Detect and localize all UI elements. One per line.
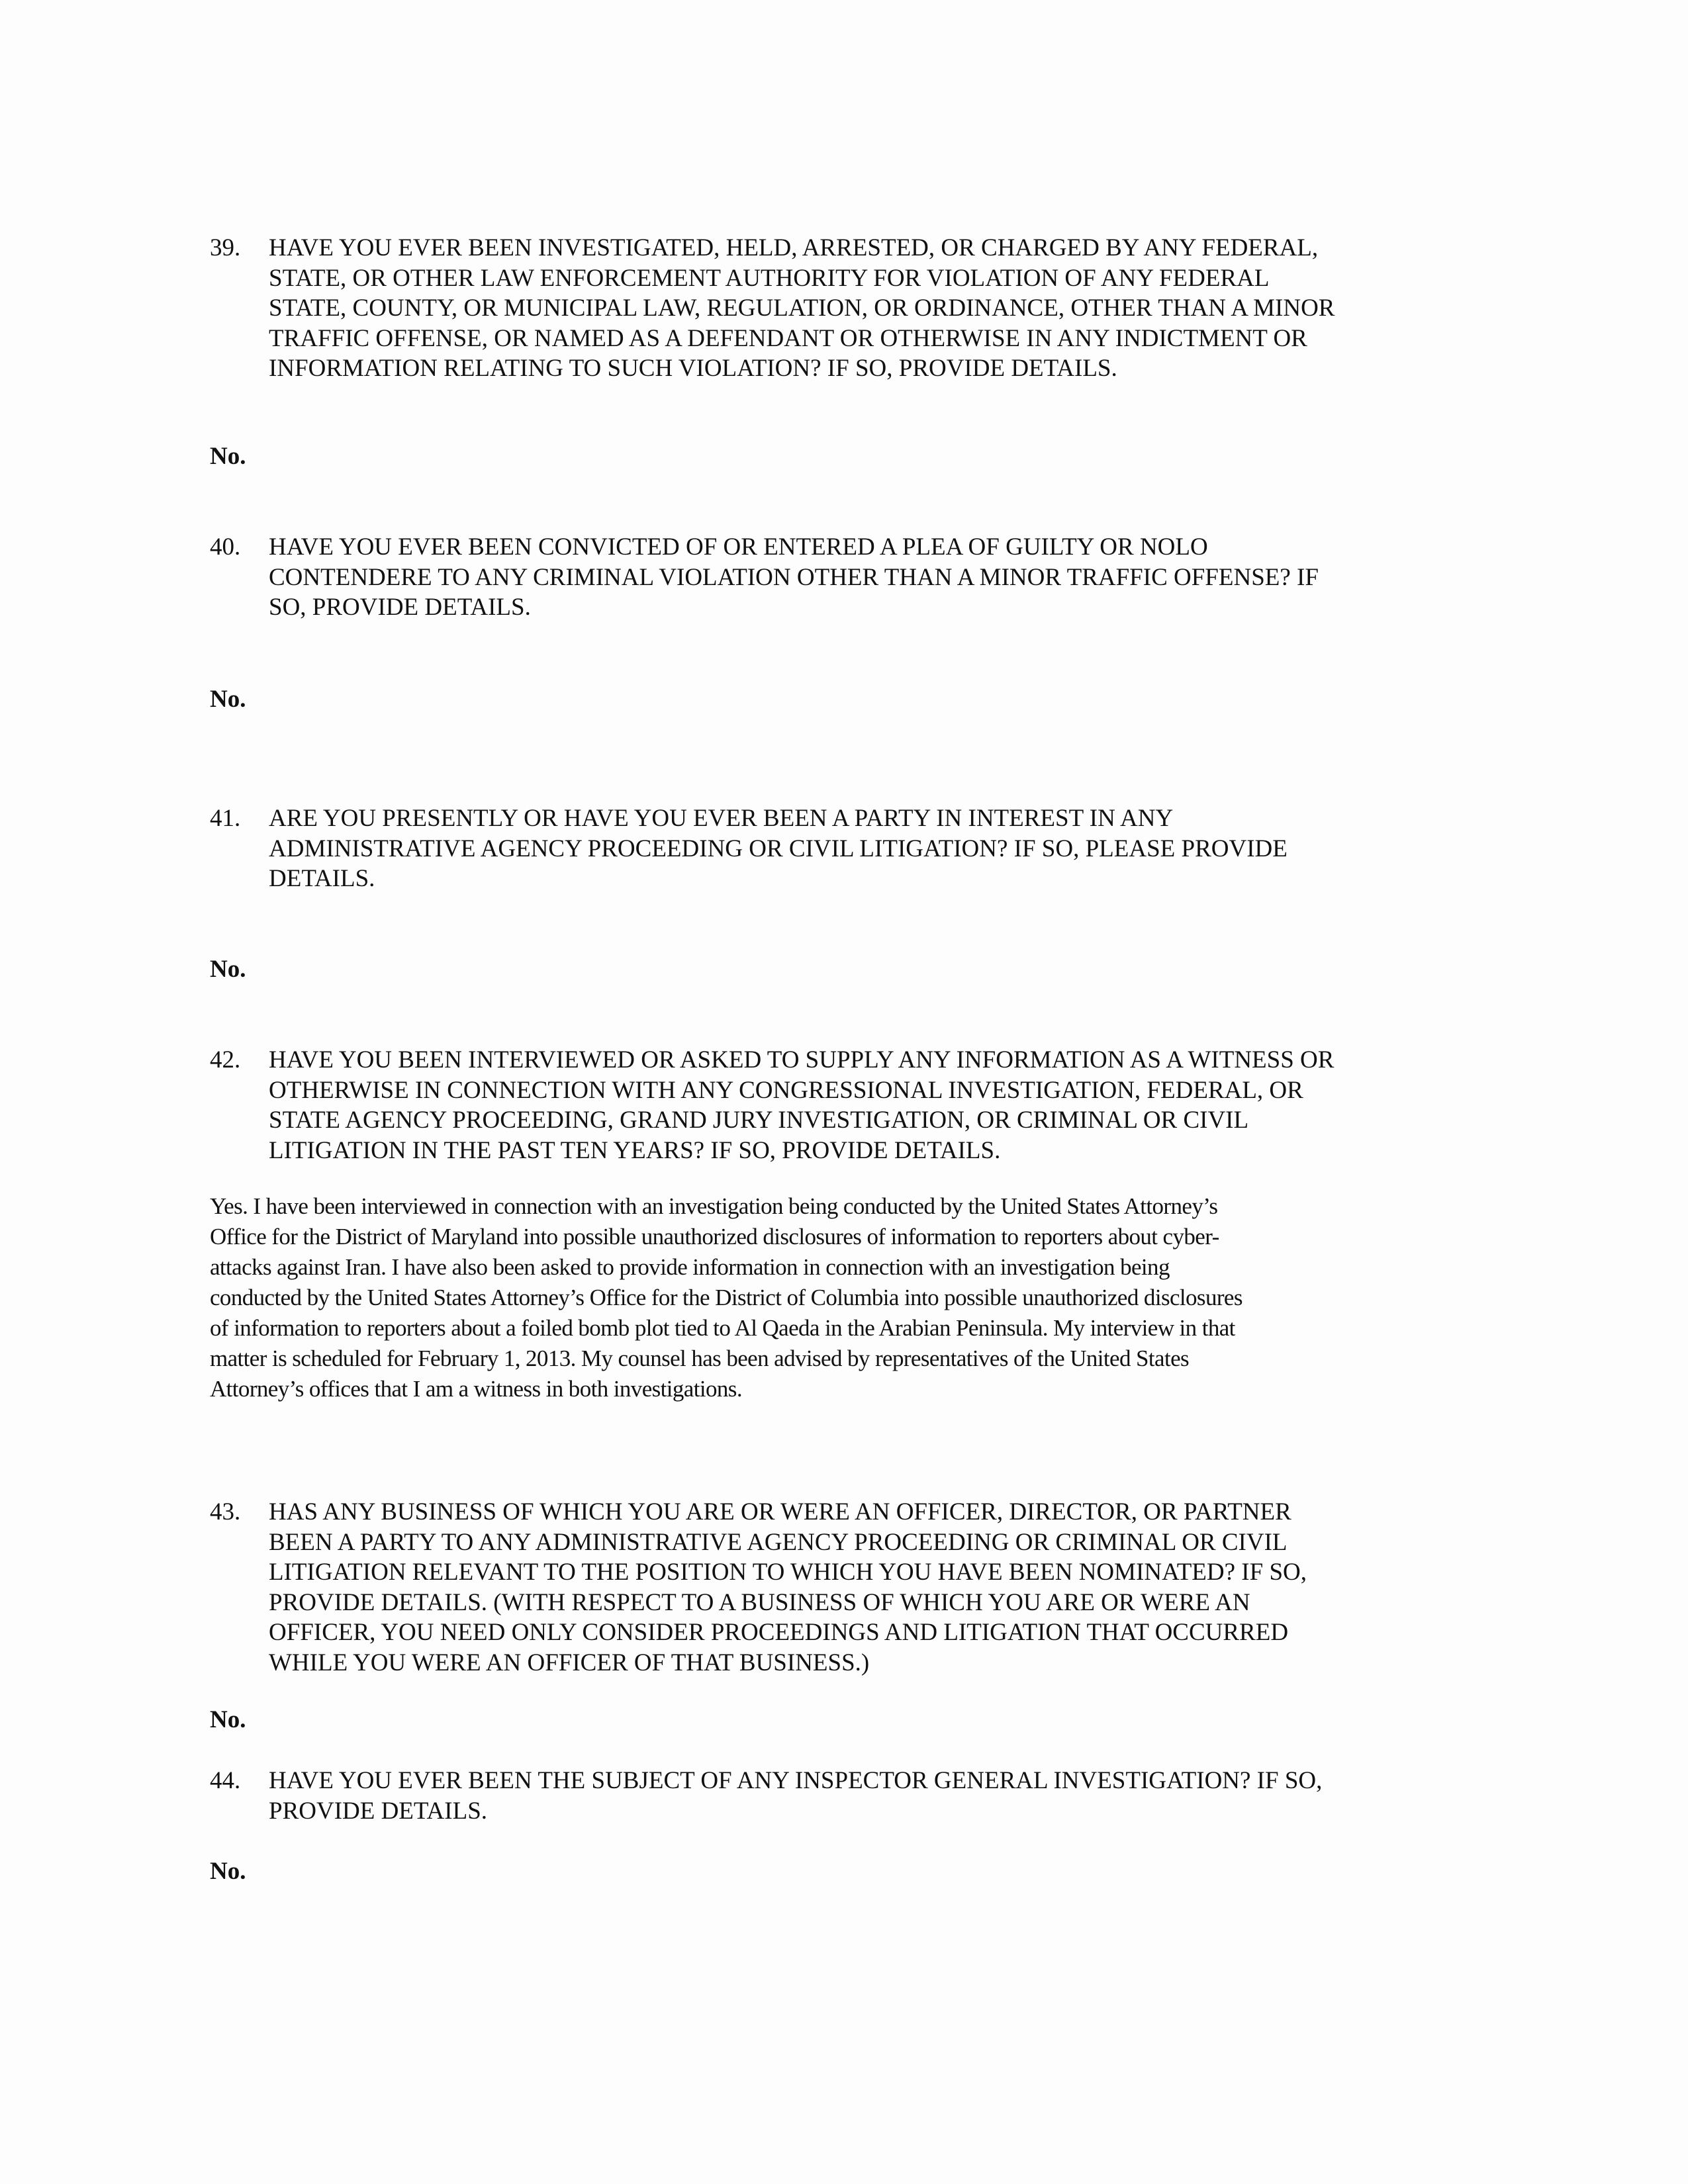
answer-line: No. [210, 443, 246, 470]
answer-line: No. [210, 686, 246, 713]
answer-43 [210, 1706, 246, 1734]
answer-42 [210, 1191, 1243, 1404]
answer-line: No. [210, 956, 246, 983]
question-line: ARE YOU PRESENTLY OR HAVE YOU EVER BEEN A PARTY IN INTEREST IN ANY [269, 805, 1174, 832]
answer-line: Attorney’s offices that I am a witness in both investigations. [210, 1376, 742, 1402]
question-line: SO, PROVIDE DETAILS. [269, 594, 531, 621]
question-line: DETAILS. [269, 865, 375, 892]
question-line: TRAFFIC OFFENSE, OR NAMED AS A DEFENDANT OR OTHERWISE IN ANY INDICTMENT OR [269, 324, 1307, 352]
question-number: 40. [210, 533, 241, 561]
question-43 [210, 1497, 1307, 1678]
question-text [269, 233, 1335, 384]
question-line: STATE AGENCY PROCEEDING, GRAND JURY INVESTIGATION, OR CRIMINAL OR CIVIL [269, 1107, 1249, 1134]
question-number: 42. [210, 1046, 241, 1073]
answer-44 [210, 1857, 246, 1886]
question-text [269, 1497, 1307, 1678]
answer-line: Office for the District of Maryland into possible unauthorized disclosures of information to reporters about cyber- [210, 1224, 1219, 1250]
answer-line: of information to reporters about a foiled bomb plot tied to Al Qaeda in the Arabian Peninsula. My interview in that [210, 1315, 1235, 1341]
answer-line: Yes. I have been interviewed in connection with an investigation being conducted by the United States Attorney’s [210, 1193, 1218, 1219]
question-line: ADMINISTRATIVE AGENCY PROCEEDING OR CIVIL LITIGATION? IF SO, PLEASE PROVIDE [269, 835, 1288, 862]
question-text [269, 1766, 1322, 1826]
question-number: 43. [210, 1498, 241, 1525]
question-number: 44. [210, 1767, 241, 1794]
answer-line: No. [210, 1858, 246, 1885]
question-line: HAVE YOU EVER BEEN THE SUBJECT OF ANY INSPECTOR GENERAL INVESTIGATION? IF SO, [269, 1767, 1323, 1794]
question-number: 39. [210, 234, 241, 261]
question-text [269, 532, 1319, 623]
question-40 [210, 532, 1319, 623]
question-42 [210, 1045, 1334, 1165]
question-text [269, 1045, 1334, 1165]
question-39 [210, 233, 1335, 384]
question-line: CONTENDERE TO ANY CRIMINAL VIOLATION OTHER THAN A MINOR TRAFFIC OFFENSE? IF [269, 563, 1319, 591]
answer-41 [210, 955, 246, 983]
question-line: LITIGATION RELEVANT TO THE POSITION TO WHICH YOU HAVE BEEN NOMINATED? IF SO, [269, 1559, 1307, 1586]
answer-line: conducted by the United States Attorney’s Office for the District of Columbia into possible unauthorized disclosures [210, 1285, 1243, 1310]
question-41 [210, 803, 1288, 894]
answer-line: matter is scheduled for February 1, 2013. My counsel has been advised by representatives of the United States [210, 1345, 1190, 1371]
answer-line: No. [210, 1706, 246, 1733]
question-line: LITIGATION IN THE PAST TEN YEARS? IF SO, PROVIDE DETAILS. [269, 1136, 1001, 1164]
question-line: HAVE YOU BEEN INTERVIEWED OR ASKED TO SUPPLY ANY INFORMATION AS A WITNESS OR [269, 1046, 1335, 1073]
answer-39 [210, 442, 246, 471]
question-line: HAVE YOU EVER BEEN CONVICTED OF OR ENTERED A PLEA OF GUILTY OR NOLO [269, 533, 1208, 561]
question-line: PROVIDE DETAILS. [269, 1797, 488, 1825]
question-44 [210, 1766, 1322, 1826]
question-line: STATE, COUNTY, OR MUNICIPAL LAW, REGULATION, OR ORDINANCE, OTHER THAN A MINOR [269, 295, 1335, 322]
question-line: BEEN A PARTY TO ANY ADMINISTRATIVE AGENCY PROCEEDING OR CRIMINAL OR CIVIL [269, 1528, 1288, 1556]
question-line: PROVIDE DETAILS. (WITH RESPECT TO A BUSINESS OF WHICH YOU ARE OR WERE AN [269, 1588, 1250, 1616]
question-line: OFFICER, YOU NEED ONLY CONSIDER PROCEEDINGS AND LITIGATION THAT OCCURRED [269, 1619, 1289, 1646]
question-line: HAVE YOU EVER BEEN INVESTIGATED, HELD, ARRESTED, OR CHARGED BY ANY FEDERAL, [269, 234, 1319, 261]
question-line: STATE, OR OTHER LAW ENFORCEMENT AUTHORITY FOR VIOLATION OF ANY FEDERAL [269, 264, 1270, 292]
question-number: 41. [210, 805, 241, 832]
question-text [269, 803, 1288, 894]
answer-40 [210, 685, 246, 713]
question-line: OTHERWISE IN CONNECTION WITH ANY CONGRESSIONAL INVESTIGATION, FEDERAL, OR [269, 1076, 1303, 1104]
question-line: INFORMATION RELATING TO SUCH VIOLATION? IF SO, PROVIDE DETAILS. [269, 355, 1117, 382]
answer-line: attacks against Iran. I have also been asked to provide information in connection with an investigation being [210, 1254, 1170, 1280]
question-line: HAS ANY BUSINESS OF WHICH YOU ARE OR WERE AN OFFICER, DIRECTOR, OR PARTNER [269, 1498, 1291, 1525]
question-line: WHILE YOU WERE AN OFFICER OF THAT BUSINESS.) [269, 1649, 870, 1676]
